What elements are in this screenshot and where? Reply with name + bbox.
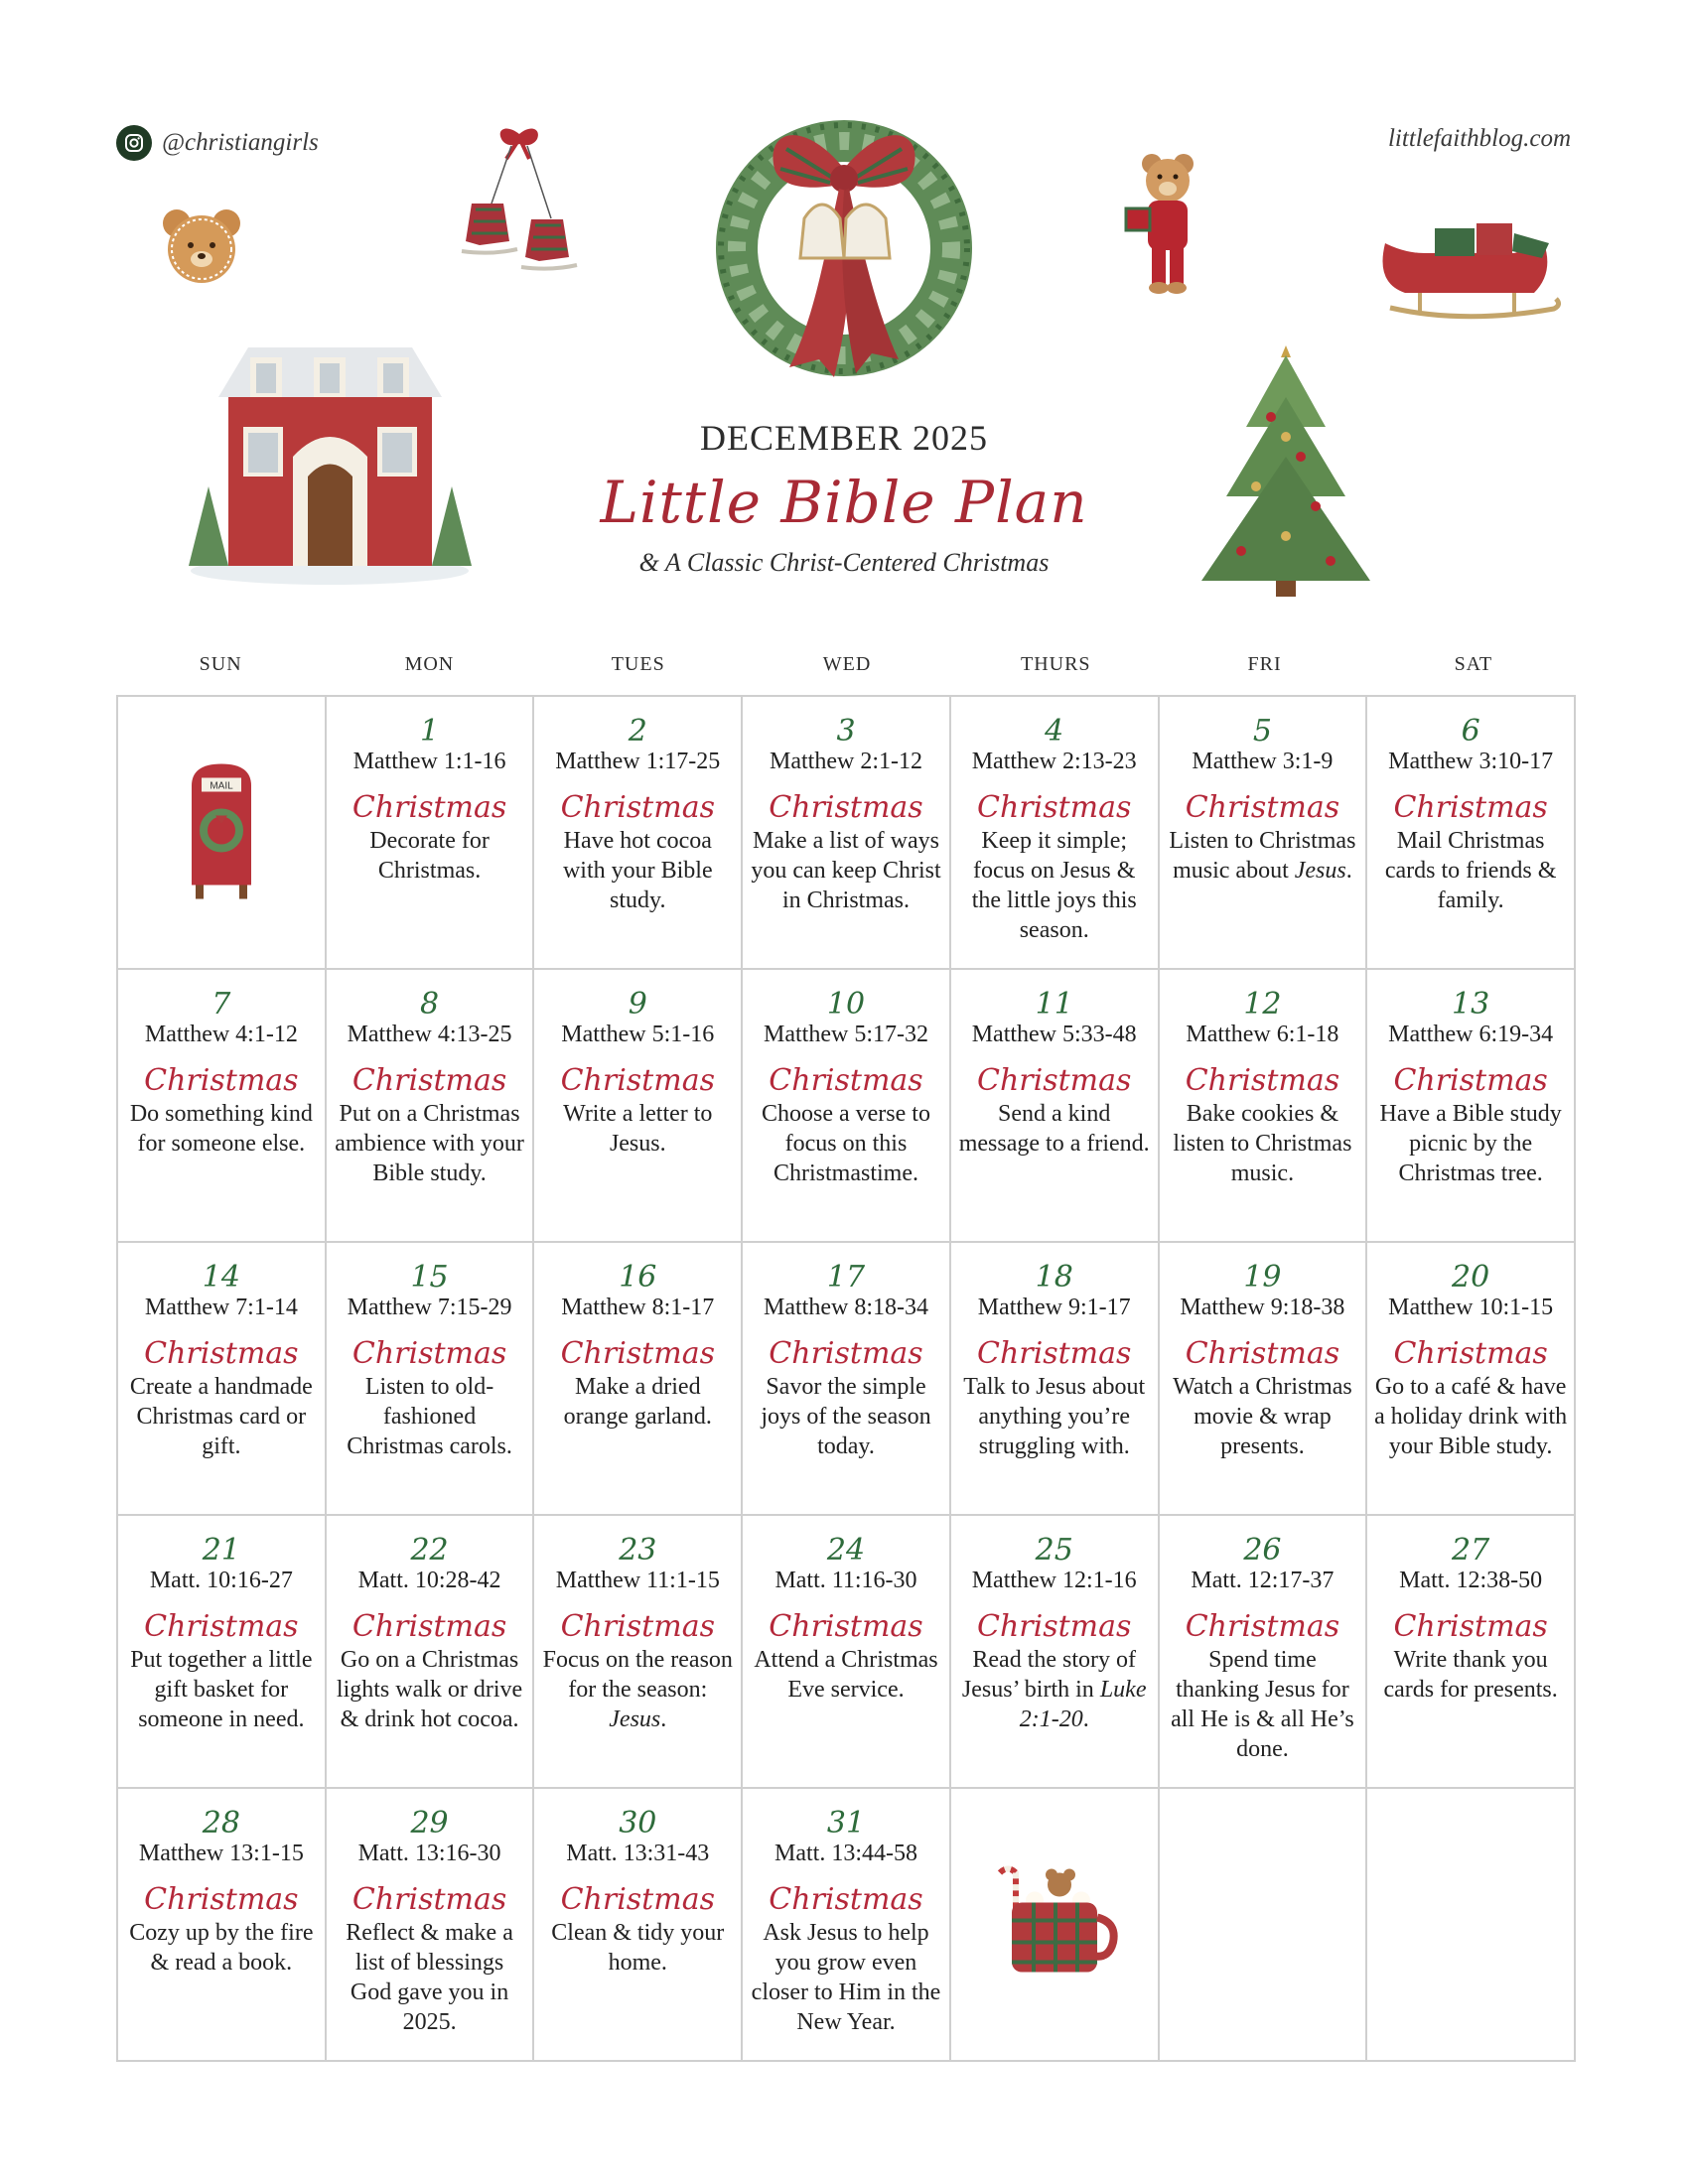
- cocoa-mug-icon: [990, 1862, 1119, 1986]
- day-number: 12: [1243, 987, 1282, 1022]
- day-number: 11: [1035, 987, 1073, 1022]
- day-number: 6: [1461, 714, 1480, 749]
- scripture-reference: Matthew 6:19-34: [1388, 1022, 1554, 1047]
- christmas-label: Christmas: [352, 790, 507, 825]
- calendar-day-cell: [534, 1789, 743, 2062]
- activity-emphasis: Luke 2:1-20: [1019, 1677, 1147, 1732]
- christmas-label: Christmas: [769, 1882, 923, 1917]
- day-number: 5: [1252, 714, 1272, 749]
- weekday-label: SUN: [199, 653, 242, 675]
- calendar-day-cell: [1367, 1243, 1576, 1516]
- christmas-label: Christmas: [977, 1609, 1132, 1644]
- christmas-tree-icon: [1192, 338, 1380, 606]
- calendar-day-cell: [1160, 1243, 1368, 1516]
- scripture-reference: Matthew 2:1-12: [770, 749, 922, 774]
- day-number: 31: [826, 1806, 866, 1841]
- activity-text: .: [1345, 858, 1352, 884]
- weekday-label: FRI: [1247, 653, 1282, 675]
- site-link[interactable]: littlefaithblog.com: [1387, 125, 1571, 152]
- christmas-activity: Attend a Christmas Eve service.: [754, 1647, 938, 1703]
- day-number: 23: [619, 1533, 657, 1568]
- calendar-day-cell: [327, 970, 535, 1243]
- christmas-label: Christmas: [352, 1063, 507, 1098]
- christmas-label: Christmas: [352, 1882, 507, 1917]
- scripture-reference: Matthew 7:15-29: [347, 1295, 512, 1320]
- day-number: 10: [826, 987, 866, 1022]
- christmas-activity: Have a Bible study picnic by the Christmas tree.: [1379, 1101, 1562, 1186]
- christmas-activity: Create a handmade Christmas card or gift.: [129, 1374, 313, 1459]
- christmas-activity: Cozy up by the fire & read a book.: [129, 1920, 314, 1976]
- calendar-grid: [116, 695, 1576, 2062]
- scripture-reference: Matthew 9:1-17: [977, 1295, 1131, 1320]
- ice-skates-icon: [452, 124, 591, 298]
- scripture-reference: Matt. 12:17-37: [1191, 1568, 1335, 1593]
- day-number: 1: [420, 714, 440, 749]
- scripture-reference: Matthew 12:1-16: [971, 1568, 1137, 1593]
- christmas-label: Christmas: [144, 1063, 299, 1098]
- activity-text: Listen to Christmas music about: [1169, 828, 1356, 884]
- instagram-handle[interactable]: [116, 125, 319, 161]
- christmas-label: Christmas: [769, 1609, 923, 1644]
- scripture-reference: Matt. 11:16-30: [774, 1568, 917, 1593]
- calendar-day-cell: [1160, 1516, 1368, 1789]
- day-number: 27: [1452, 1533, 1490, 1568]
- calendar-day-cell: [1367, 1516, 1576, 1789]
- christmas-label: Christmas: [352, 1609, 507, 1644]
- day-number: 2: [628, 714, 647, 749]
- christmas-label: Christmas: [560, 1336, 715, 1371]
- title-block: [556, 417, 1132, 578]
- scripture-reference: Matt. 12:38-50: [1399, 1568, 1543, 1593]
- christmas-activity: Keep it simple; focus on Jesus & the little joys this season.: [971, 828, 1137, 943]
- calendar-day-cell: [118, 1243, 327, 1516]
- scripture-reference: Matthew 6:1-18: [1186, 1022, 1339, 1047]
- christmas-activity: Go on a Christmas lights walk or drive & drink hot cocoa.: [336, 1647, 523, 1732]
- christmas-label: Christmas: [1185, 1609, 1340, 1644]
- day-number: 18: [1035, 1260, 1073, 1295]
- day-number: 22: [410, 1533, 449, 1568]
- christmas-activity: Clean & tidy your home.: [551, 1920, 725, 1976]
- day-number: 15: [410, 1260, 449, 1295]
- christmas-label: Christmas: [1393, 1063, 1548, 1098]
- day-number: 7: [211, 987, 231, 1022]
- christmas-activity: Listen to old-fashioned Christmas carols.: [347, 1374, 512, 1459]
- christmas-label: Christmas: [769, 1336, 923, 1371]
- calendar-day-cell: [1367, 697, 1576, 970]
- weekday-label: WED: [822, 653, 872, 675]
- christmas-activity: Have hot cocoa with your Bible study.: [562, 828, 713, 913]
- scripture-reference: Matthew 10:1-15: [1388, 1295, 1554, 1320]
- day-number: 14: [202, 1260, 240, 1295]
- christmas-label: Christmas: [560, 1609, 715, 1644]
- calendar-cell-empty: [1160, 1789, 1368, 2062]
- christmas-activity: Write thank you cards for presents.: [1383, 1647, 1558, 1703]
- christmas-activity: Send a kind message to a friend.: [958, 1101, 1150, 1157]
- weekday-header: [116, 653, 1578, 676]
- calendar-day-cell: [743, 1243, 951, 1516]
- christmas-label: Christmas: [560, 790, 715, 825]
- scripture-reference: Matthew 3:10-17: [1388, 749, 1554, 774]
- calendar-cell-empty: [1367, 1789, 1576, 2062]
- teddy-bear-icon: [1122, 149, 1211, 303]
- christmas-label: Christmas: [560, 1063, 715, 1098]
- christmas-label: Christmas: [560, 1882, 715, 1917]
- instagram-icon: [116, 125, 152, 161]
- christmas-label: Christmas: [977, 1336, 1132, 1371]
- christmas-activity: Reflect & make a list of blessings God gave you in 2025.: [346, 1920, 513, 2035]
- scripture-reference: Matt. 10:28-42: [357, 1568, 501, 1593]
- day-number: 8: [420, 987, 440, 1022]
- christmas-activity: [957, 1645, 1152, 1734]
- day-number: 28: [202, 1806, 240, 1841]
- scripture-reference: Matthew 1:1-16: [352, 749, 506, 774]
- calendar-day-cell: [951, 1243, 1160, 1516]
- christmas-activity: Bake cookies & listen to Christmas music.: [1173, 1101, 1352, 1186]
- christmas-activity: Watch a Christmas movie & wrap presents.: [1173, 1374, 1352, 1459]
- day-number: 24: [826, 1533, 866, 1568]
- scripture-reference: Matt. 13:16-30: [357, 1841, 501, 1866]
- day-number: 26: [1243, 1533, 1282, 1568]
- christmas-activity: Choose a verse to focus on this Christmastime.: [762, 1101, 930, 1186]
- christmas-activity: Talk to Jesus about anything you’re struggling with.: [963, 1374, 1146, 1459]
- calendar-day-cell: [118, 970, 327, 1243]
- christmas-label: Christmas: [1393, 1336, 1548, 1371]
- weekday-label: TUES: [611, 653, 665, 675]
- christmas-activity: Spend time thanking Jesus for all He is & all He’s done.: [1171, 1647, 1354, 1762]
- christmas-activity: Write a letter to Jesus.: [563, 1101, 713, 1157]
- calendar-cell-empty: [118, 697, 327, 970]
- plan-subtitle: & A Classic Christ-Centered Christmas: [638, 548, 1050, 577]
- mailbox-label: MAIL: [210, 780, 233, 791]
- calendar-day-cell: [743, 697, 951, 970]
- day-number: 25: [1035, 1533, 1073, 1568]
- plaid-wreath-icon: [695, 99, 993, 407]
- calendar-day-cell: [118, 1789, 327, 2062]
- christmas-activity: Decorate for Christmas.: [369, 828, 490, 884]
- scripture-reference: Matthew 4:13-25: [347, 1022, 512, 1047]
- calendar-day-cell: [1160, 970, 1368, 1243]
- calendar-day-cell: [743, 970, 951, 1243]
- christmas-label: Christmas: [1185, 790, 1340, 825]
- calendar-cell-empty: [951, 1789, 1160, 2062]
- scripture-reference: Matthew 7:1-14: [144, 1295, 298, 1320]
- calendar-day-cell: [951, 1516, 1160, 1789]
- calendar-day-cell: [1160, 697, 1368, 970]
- activity-text: .: [1082, 1706, 1089, 1732]
- day-number: 9: [628, 987, 647, 1022]
- christmas-activity: Put on a Christmas ambience with your Bible study.: [335, 1101, 524, 1186]
- scripture-reference: Matthew 8:18-34: [764, 1295, 928, 1320]
- activity-text: Focus on the reason for the season:: [542, 1647, 733, 1703]
- calendar-day-cell: [327, 1516, 535, 1789]
- day-number: 17: [826, 1260, 866, 1295]
- activity-text: Read the story of Jesus’ birth in: [961, 1647, 1137, 1703]
- christmas-activity: Make a list of ways you can keep Christ in Christmas.: [751, 828, 941, 913]
- weekday-label: MON: [404, 653, 455, 675]
- scripture-reference: Matthew 5:17-32: [764, 1022, 928, 1047]
- christmas-label: Christmas: [977, 1063, 1132, 1098]
- activity-emphasis: Jesus: [609, 1706, 661, 1732]
- plan-title: Little Bible Plan: [600, 469, 1088, 536]
- teddy-cookie-icon: [159, 204, 244, 294]
- scripture-reference: Matt. 10:16-27: [149, 1568, 293, 1593]
- christmas-label: Christmas: [977, 790, 1132, 825]
- calendar-day-cell: [534, 697, 743, 970]
- christmas-activity: Make a dried orange garland.: [563, 1374, 712, 1430]
- sleigh-icon: [1365, 213, 1564, 338]
- christmas-activity: Ask Jesus to help you grow even closer to Him in the New Year.: [751, 1920, 941, 2035]
- scripture-reference: Matthew 11:1-15: [555, 1568, 720, 1593]
- calendar-day-cell: [327, 697, 535, 970]
- christmas-label: Christmas: [769, 1063, 923, 1098]
- christmas-label: Christmas: [1393, 790, 1548, 825]
- day-number: 29: [410, 1806, 449, 1841]
- christmas-activity: Put together a little gift basket for someone in need.: [130, 1647, 313, 1732]
- scripture-reference: Matthew 5:33-48: [971, 1022, 1137, 1047]
- scripture-reference: Matthew 2:13-23: [971, 749, 1137, 774]
- day-number: 16: [619, 1260, 657, 1295]
- month-title: DECEMBER 2025: [699, 418, 988, 458]
- christmas-label: Christmas: [144, 1336, 299, 1371]
- day-number: 21: [202, 1533, 240, 1568]
- scripture-reference: Matthew 9:18-38: [1180, 1295, 1345, 1320]
- instagram-handle-text: @christiangirls: [162, 129, 319, 156]
- christmas-label: Christmas: [144, 1882, 299, 1917]
- mailbox-icon: [182, 755, 261, 909]
- scripture-reference: Matthew 3:1-9: [1192, 749, 1334, 774]
- calendar-day-cell: [534, 970, 743, 1243]
- christmas-activity: [540, 1645, 735, 1734]
- calendar-day-cell: [327, 1789, 535, 2062]
- weekday-label: SAT: [1454, 653, 1493, 675]
- christmas-activity: Mail Christmas cards to friends & family.: [1384, 828, 1557, 913]
- christmas-label: Christmas: [1393, 1609, 1548, 1644]
- christmas-activity: [1166, 826, 1360, 886]
- calendar-day-cell: [534, 1243, 743, 1516]
- christmas-label: Christmas: [352, 1336, 507, 1371]
- day-number: 4: [1045, 714, 1064, 749]
- scripture-reference: Matt. 13:44-58: [774, 1841, 917, 1866]
- scripture-reference: Matthew 8:1-17: [561, 1295, 715, 1320]
- scripture-reference: Matthew 4:1-12: [144, 1022, 298, 1047]
- christmas-activity: Go to a café & have a holiday drink with your Bible study.: [1374, 1374, 1568, 1459]
- activity-emphasis: Jesus: [1294, 858, 1346, 884]
- day-number: 30: [619, 1806, 657, 1841]
- christmas-label: Christmas: [769, 790, 923, 825]
- calendar-day-cell: [118, 1516, 327, 1789]
- scripture-reference: Matthew 5:1-16: [561, 1022, 715, 1047]
- christmas-activity: Do something kind for someone else.: [129, 1101, 313, 1157]
- christmas-label: Christmas: [144, 1609, 299, 1644]
- calendar-day-cell: [951, 970, 1160, 1243]
- calendar-day-cell: [534, 1516, 743, 1789]
- weekday-label: THURS: [1020, 653, 1091, 675]
- christmas-activity: Savor the simple joys of the season today.: [761, 1374, 931, 1459]
- christmas-label: Christmas: [1185, 1063, 1340, 1098]
- scripture-reference: Matthew 13:1-15: [138, 1841, 304, 1866]
- day-number: 20: [1452, 1260, 1490, 1295]
- red-house-icon: [189, 328, 472, 591]
- day-number: 3: [836, 714, 856, 749]
- calendar-day-cell: [743, 1789, 951, 2062]
- activity-text: .: [660, 1706, 667, 1732]
- day-number: 13: [1452, 987, 1490, 1022]
- calendar-day-cell: [1367, 970, 1576, 1243]
- day-number: 19: [1243, 1260, 1282, 1295]
- calendar-day-cell: [743, 1516, 951, 1789]
- scripture-reference: Matthew 1:17-25: [555, 749, 721, 774]
- calendar-day-cell: [951, 697, 1160, 970]
- calendar-day-cell: [327, 1243, 535, 1516]
- christmas-label: Christmas: [1185, 1336, 1340, 1371]
- scripture-reference: Matt. 13:31-43: [566, 1841, 710, 1866]
